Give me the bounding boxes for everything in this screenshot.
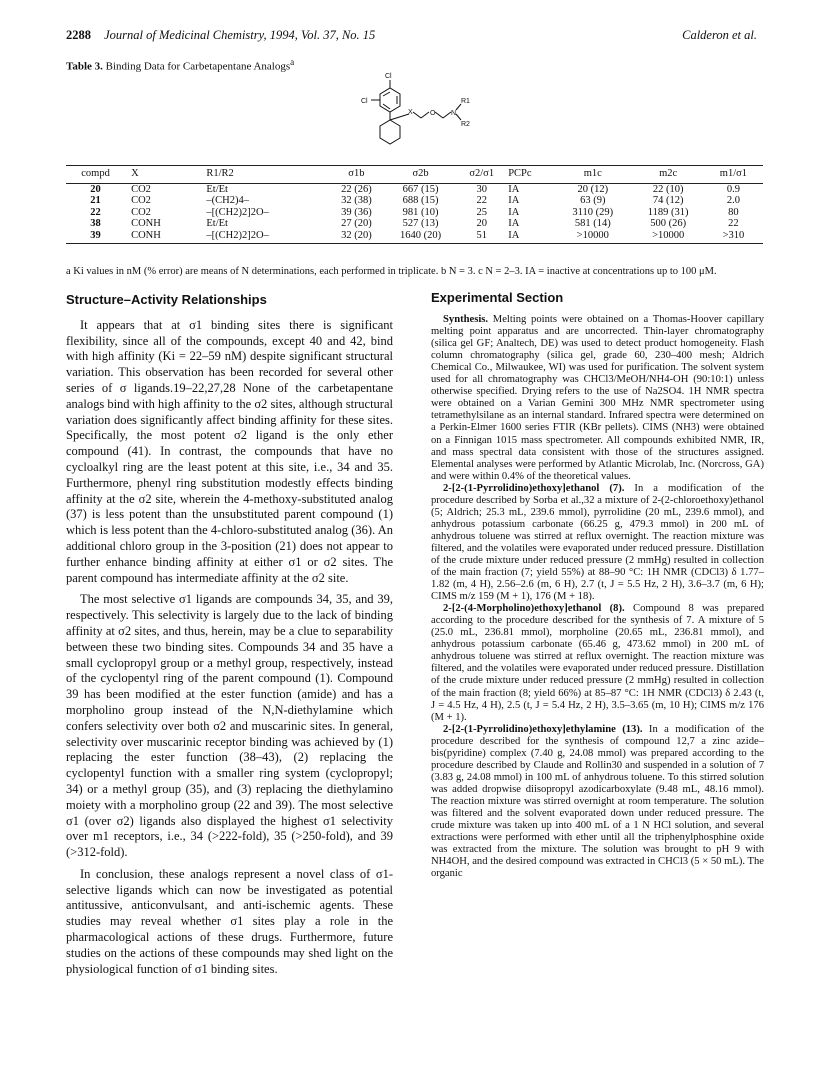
table-footnote: a Ki values in nM (% error) are means of N determinations, each performed in triplicate. b N = 3. c N = 2–3. IA = inactive at concentrations up to 100 μM. bbox=[66, 266, 717, 277]
structure-label-cl-left: Cl bbox=[361, 98, 368, 105]
cell: Et/Et bbox=[206, 183, 228, 195]
cell: CONH bbox=[131, 218, 161, 229]
synthesis-text: Melting points were obtained on a Thomas-Hoover capillary melting point apparatus and are uncorrected. Thin-layer chromatography (silica gel GF; Analtech, DE) was used to detect product homogeneity. Flash column chromatography (silica gel, grade 60, 230–400 mesh; Aldrich Chemical Co., Milwaukee, WI) was used for purification. The solvent system used for all chromatography was CHCl3/MeOH/NH4-OH (90:10:1) unless otherwise specified. Drying refers to the use of Na2SO4. 1H NMR spectra were obtained on a Varian Gemini 300 MHz NMR spectrometer using tetramethylsilane as an internal standard. Infrared spectra were determined on a Perkin-Elmer 1600 series FTIR (KBr pellets). CIMS (NH3) were obtained on a Finnigan 1015 mass spectrometer. All compounds exhibited NMR, IR, and mass spectral data consistent with those of the structures assigned. Elemental analyses were performed by Atlantic Microlab, Inc. (Norcross, GA) and were within 0.4% of the theoretical values. bbox=[431, 314, 764, 482]
compound-7-subheading: 2-[2-(1-Pyrrolidino)ethoxy]ethanol (7). bbox=[443, 482, 625, 494]
structure-label-r1: R1 bbox=[461, 98, 470, 105]
cell: 3110 (29) bbox=[572, 206, 614, 218]
col-header: m1c bbox=[553, 166, 632, 184]
cell: 32 (38) bbox=[341, 195, 372, 206]
cell: 39 (36) bbox=[341, 206, 372, 218]
cell: –(CH2)4– bbox=[206, 195, 249, 206]
cell: 0.9 bbox=[726, 183, 740, 195]
cell: 25 bbox=[476, 206, 487, 218]
cell: 22 bbox=[728, 218, 739, 229]
cell: 74 (12) bbox=[652, 195, 684, 206]
compound-13-paragraph bbox=[431, 724, 764, 881]
cell: 20 bbox=[90, 183, 101, 195]
table-caption-label: Table 3. bbox=[66, 60, 103, 73]
cell: IA bbox=[508, 229, 520, 241]
table-caption-note: a bbox=[290, 57, 295, 67]
cell: –[(CH2)2]2O– bbox=[206, 229, 269, 241]
cell: IA bbox=[508, 218, 520, 229]
cell: 20 bbox=[476, 218, 487, 229]
col-header: X bbox=[125, 166, 194, 184]
cell: 39 bbox=[90, 229, 101, 241]
table-header-row bbox=[66, 166, 763, 184]
cell: 32 (20) bbox=[341, 229, 372, 241]
structure-label-r2: R2 bbox=[461, 121, 470, 128]
col-header: PCPc bbox=[508, 166, 553, 184]
page-number: 2288 bbox=[66, 28, 91, 42]
cell: IA bbox=[508, 183, 520, 195]
sar-paragraph-3: In conclusion, these analogs represent a novel class of σ1-selective ligands which can now be investigated as potential antitussive, anticonvulsant, and anti-ischemic agents. These studies may reveal whether σ1 sites play a role in the pharmacological actions of these drugs. Furthermore, future studies on the actions of these compounds may shed light on the physiological function of σ1 binding sites. bbox=[66, 866, 393, 976]
table-row bbox=[66, 230, 763, 244]
right-column bbox=[431, 292, 764, 880]
table-row bbox=[66, 218, 763, 230]
col-header: σ1b bbox=[327, 166, 386, 184]
journal-citation: Journal of Medicinal Chemistry, 1994, Vol. 37, No. 15 bbox=[104, 28, 376, 42]
compound-8-subheading: 2-[2-(4-Morpholino)ethoxy]ethanol (8). bbox=[443, 603, 625, 615]
col-header: m1/σ1 bbox=[704, 166, 763, 184]
structure-label-cl-top: Cl bbox=[385, 73, 392, 80]
cell: 22 bbox=[476, 195, 487, 206]
cell: 22 bbox=[90, 206, 101, 218]
synthesis-paragraph bbox=[431, 314, 764, 483]
experimental-heading: Experimental Section bbox=[431, 290, 564, 305]
compound-13-subheading: 2-[2-(1-Pyrrolidino)ethoxy]ethylamine (13). bbox=[443, 723, 643, 735]
table-row bbox=[66, 195, 763, 207]
cell: 981 (10) bbox=[402, 206, 439, 218]
cell: 500 (26) bbox=[650, 218, 687, 229]
cell: 63 (9) bbox=[580, 195, 606, 206]
table-caption bbox=[66, 57, 294, 73]
cell: 38 bbox=[90, 218, 101, 229]
compound-13-text: In a modification of the procedure described for the synthesis of compound 12,7 a zinc azide–bis(pyridine) complex (7.40 g, 24.08 mmol) was prepared according to the procedure described by Claude and Rollin30 and suspended in a solution of 7 (3.83 g, 24.08 mmol) in 100 mL of anhydrous toluene. To this stirred solution was added dropwise diisopropyl azodicarboxylate (9.48 mL, 48.16 mmol). The reaction mixture was stirred overnight at room temperature. The solution was filtered and the solvent evaporated down under reduced pressure. The crude mixture was taken up into 400 mL of a 1 N HCl solution, and several extractions were performed with ether until all the triphenylphosphine oxide was extracted from the mixture. The solution was brought to pH 9 with NH4OH, and the desired compound was extracted in CHCl3 (5 × 50 mL). The organic bbox=[431, 723, 764, 880]
cell: 667 (15) bbox=[402, 183, 439, 195]
table-row bbox=[66, 183, 763, 195]
cell: >310 bbox=[722, 229, 745, 241]
col-header: compd bbox=[66, 166, 125, 184]
col-header: R1/R2 bbox=[194, 166, 326, 184]
cell: 51 bbox=[476, 229, 487, 241]
cell: 21 bbox=[90, 195, 101, 206]
structure-label-x: X bbox=[408, 109, 413, 116]
table-row bbox=[66, 207, 763, 219]
cell: 30 bbox=[476, 183, 487, 195]
compound-8-text: Compound 8 was prepared according to the procedure described for the synthesis of 7. A mixture of 5 (25.0 mL, 236.81 mmol), morpholine (20.65 mL, 236.81 mmol), and anhydrous potassium carbonate (65.46 g, 473.62 mmol) in 200 mL of anhydrous toluene was stirred at reflux overnight. The reaction mixture was filtered, and the volatiles were evaporated under reduced pressure. Distillation of the crude mixture under reduced pressure (2 mmHg) resulted in collection of the main fraction (8; yield 66%) at 85–87 °C: 1H NMR (CDCl3) δ 2.43 (t, J = 4.5 Hz, 4 H), 2.5 (t, J = 5.4 Hz, 2 H), 3.5–3.65 (m, 10 H); CIMS m/z 176 (M + 1). bbox=[431, 603, 765, 723]
cell: >10000 bbox=[652, 229, 685, 241]
cell: 27 (20) bbox=[341, 218, 372, 229]
running-authors: Calderon et al. bbox=[682, 28, 757, 42]
table-caption-text: Binding Data for Carbetapentane Analogs bbox=[105, 60, 291, 73]
binding-data-table bbox=[66, 165, 763, 244]
left-column bbox=[66, 292, 393, 977]
compound-7-paragraph bbox=[431, 483, 764, 603]
structure-label-n: N bbox=[451, 110, 457, 117]
cell: 527 (13) bbox=[402, 218, 439, 229]
cell: IA bbox=[508, 195, 520, 206]
cell: 22 (10) bbox=[652, 183, 684, 195]
cell: CONH bbox=[131, 229, 161, 241]
chemical-structure bbox=[325, 72, 525, 152]
cell: CO2 bbox=[131, 195, 151, 206]
synthesis-subheading: Synthesis. bbox=[443, 314, 489, 326]
sar-paragraph-1: It appears that at σ1 binding sites there is significant flexibility, since all of the compounds, except 40 and 42, bind with high affinity (Ki = 22–59 nM) despite significant structural variation. This observation has been recorded for several other series of σ ligands.19–22,27,28 None of the carbetapentane analogs bind with high affinity to the σ2 sites, although structural variation does significantly affect binding affinity for these sites. Specifically, the most potent σ2 ligand is the only ether compound (41). In contrast, the compounds that have no cycloalkyl ring are the least potent at this site, i.e., 34 and 35. Furthermore, phenyl ring substitution modestly effects binding affinity at the σ2 site, wherein the 4-methoxy-substituted analog (37) is less potent than the unsubstituted parent compound (1) which is less potent than the 4-chloro-substituted analog (36). An additional chloro group in the 3-position (21) does not appear to further enhance binding affinity at either σ1 or σ2 sites. The parent compound has intermediate affinity at the σ2 site. bbox=[66, 317, 393, 585]
structure-label-o: O bbox=[430, 110, 436, 117]
sar-heading: Structure–Activity Relationships bbox=[66, 292, 267, 307]
cell: 1640 (20) bbox=[400, 229, 442, 241]
cell: CO2 bbox=[131, 206, 151, 218]
cell: –[(CH2)2]2O– bbox=[206, 206, 269, 218]
cell: 80 bbox=[728, 206, 739, 218]
cell: 2.0 bbox=[726, 195, 740, 206]
cell: 20 (12) bbox=[577, 183, 609, 195]
compound-8-paragraph bbox=[431, 603, 764, 723]
cell: >10000 bbox=[576, 229, 609, 241]
running-header bbox=[66, 28, 757, 44]
sar-paragraph-2: The most selective σ1 ligands are compounds 34, 35, and 39, respectively. This selectivity is largely due to the lack of binding affinity at σ2 sites, and thus, herein, may be a clue to separability between these two binding sites. Compounds 34 and 35 have a small cyclopropyl group or a methyl group, respectively, instead of the cyclopentyl ring of the parent compound (1). Compound 39 has been modified at the ester function (amide) and has a morpholino group instead of the N,N-diethylamine which confers selectivity over both σ2 and muscarinic sites. In general, selectivity over muscarinic receptor binding was achieved by (1) replacing the ester function (38–43), (2) replacing the cyclopentyl function with a smaller ring system (cyclopropyl; 34) or a methyl group (35), and (3) replacing the diethylamino moiety with a morpholino group (22 and 39). The most selective σ1 (over σ2) ligands also displayed the highest σ1 selectivity over m1 receptors, i.e., 34 (>222-fold), 35 (>250-fold), and 39 (>312-fold). bbox=[66, 592, 393, 860]
cell: 22 (26) bbox=[341, 183, 372, 195]
cell: CO2 bbox=[131, 183, 151, 195]
col-header: m2c bbox=[633, 166, 704, 184]
compound-7-text: In a modification of the procedure described by Sorba et al.,32 a mixture of 2-(2-chloroethoxy)ethanol (5; Aldrich; 25.3 mL, 239.6 mmol), pyrrolidine (20 mL, 239.6 mmol), and anhydrous potassium carbonate (66.25 g, 479.3 mmol) in 200 mL of anhydrous toluene was stirred at reflux overnight. The reaction mixture was filtered, and the volatiles were evaporated under reduced pressure. Distillation of the crude mixture under reduced pressure (2 mmHg) resulted in collection of the main fraction (7; yield 55%) at 88–90 °C: 1H NMR (CDCl3) δ 1.77–1.82 (m, 4 H), 2.56–2.6 (m, 6 H), 2.7 (t, J = 5.5 Hz, 2 H), 3.6–3.7 (m, 6 H); CIMS m/z 159 (M + 1), 176 (M + 18). bbox=[431, 482, 764, 603]
cell: 688 (15) bbox=[402, 195, 439, 206]
col-header: σ2/σ1 bbox=[455, 166, 508, 184]
cell: IA bbox=[508, 206, 520, 218]
cell: 581 (14) bbox=[574, 218, 611, 229]
cell: Et/Et bbox=[206, 218, 228, 229]
cell: 1189 (31) bbox=[647, 206, 689, 218]
col-header: σ2b bbox=[386, 166, 455, 184]
